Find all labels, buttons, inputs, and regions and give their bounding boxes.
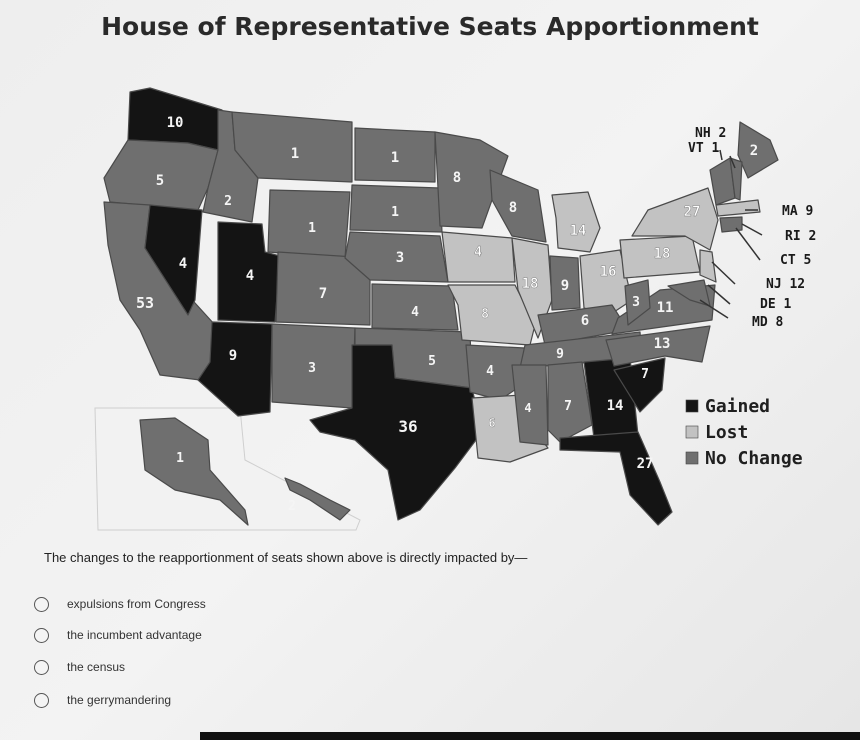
question-prompt: The changes to the reapportionment of seats shown above is directly impacted by— [44,550,528,565]
seat-count-nv: 4 [178,256,188,272]
seat-count-ms: 4 [524,401,532,415]
seat-count-ga: 14 [606,398,624,414]
answer-option-4[interactable] [34,689,171,711]
bottom-edge-bar [200,732,860,740]
seat-count-oh: 16 [599,264,617,280]
radio-button-icon[interactable] [34,693,49,708]
seat-count-id: 2 [224,194,232,209]
northeast-state-label: MA 9 [782,204,814,219]
seat-count-sc: 7 [641,367,649,382]
seat-count-tx: 36 [398,417,418,436]
seat-count-va: 11 [656,300,674,316]
seat-count-ok: 5 [428,354,436,369]
seat-count-wi: 8 [508,200,518,216]
us-apportionment-map [80,80,860,540]
answer-option-label: the gerrymandering [67,693,172,707]
seat-count-fl: 27 [636,456,654,472]
legend-swatch [686,426,698,438]
legend-swatch [686,452,698,464]
seat-count-me: 2 [749,143,759,159]
answer-option-1[interactable] [34,593,206,615]
seat-count-or: 5 [155,173,165,189]
radio-button-icon[interactable] [34,660,49,675]
seat-count-ky: 6 [580,313,590,329]
seat-count-nm: 3 [308,361,316,376]
state-mi [552,192,600,252]
seat-count-hi: 2 [288,499,296,514]
seat-count-ca: 53 [135,294,155,312]
seat-count-az: 9 [228,348,238,364]
seat-count-ia: 4 [474,245,482,260]
northeast-state-label: VT 1 [688,141,720,156]
legend-label: No Change [705,448,803,469]
seat-count-sd: 1 [391,205,399,220]
answer-option-label: the incumbent advantage [67,628,202,642]
state-new-jersey [700,250,716,282]
state-fl [560,432,672,525]
seat-count-il: 18 [521,276,539,292]
answer-option-label: expulsions from Congress [67,597,206,611]
seat-count-ny: 27 [683,204,701,220]
northeast-state-label: NH 2 [695,126,727,141]
northeast-state-label: DE 1 [760,297,792,312]
callout-line [742,224,762,235]
callout-line [720,150,722,160]
map-title: House of Representative Seats Apportionment [101,12,759,41]
seat-count-wv: 3 [632,295,640,310]
seat-count-mt: 1 [290,146,300,162]
state-connecticut [720,217,742,232]
seat-count-wa: 10 [166,115,184,131]
seat-count-ut: 4 [245,268,255,284]
answer-option-label: the census [67,660,126,674]
seat-count-nc: 13 [653,336,671,352]
seat-count-wy: 1 [308,221,316,236]
legend-swatch [686,400,698,412]
seat-count-mi: 14 [569,223,587,239]
seat-count-co: 7 [318,286,328,302]
seat-count-ne: 3 [395,250,405,266]
radio-button-icon[interactable] [34,628,49,643]
answer-option-3[interactable] [34,656,125,678]
seat-count-mo: 8 [481,307,489,322]
seat-count-mn: 8 [452,170,462,186]
seat-count-la: 6 [488,416,496,430]
radio-button-icon[interactable] [34,597,49,612]
northeast-state-label: MD 8 [752,315,784,330]
callout-line [736,228,760,260]
seat-count-ak: 1 [176,451,184,466]
seat-count-tn: 9 [556,347,564,362]
seat-count-pa: 18 [653,246,671,262]
seat-count-ar: 4 [486,364,494,379]
legend-label: Lost [705,422,749,443]
state-wi [490,170,546,242]
northeast-state-label: NJ 12 [766,277,806,292]
answer-option-2[interactable] [34,624,202,646]
northeast-state-label: RI 2 [785,229,817,244]
seat-count-in: 9 [560,278,570,294]
northeast-state-label: CT 5 [780,253,812,268]
seat-count-nd: 1 [390,150,400,166]
seat-count-ks: 4 [411,305,419,320]
legend-label: Gained [705,396,771,417]
seat-count-al: 7 [564,399,572,414]
